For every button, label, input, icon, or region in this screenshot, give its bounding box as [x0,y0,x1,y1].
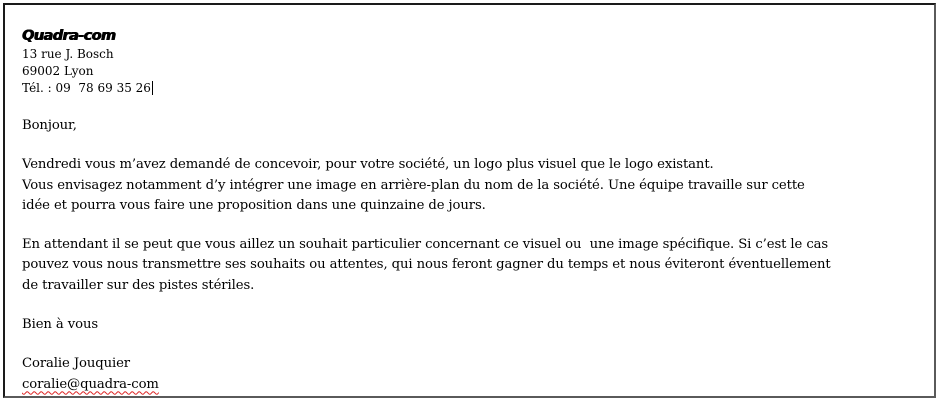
paragraph-1-line-1: Vendredi vous m’avez demandé de concevoir, pour votre société, un logo plus visuel que le logo existant. [22,157,714,173]
signature-email-line [22,375,922,395]
signature-email: coralie@quadra-com [22,376,159,392]
phone-line [22,80,922,97]
greeting: Bonjour, [22,118,77,133]
paragraph-1-line-2: Vous envisagez notamment d’y intégrer une image en arrière-plan du nom de la société. Une équipe travaille sur cette [22,177,805,193]
company-name: Quadra-com [22,28,116,44]
spacer [22,335,922,354]
phone-text: Tél. : 09 78 69 35 26 [22,81,151,95]
spacer [22,97,922,116]
paragraph-2-line-3: de travailler sur des pistes stériles. [22,277,255,293]
address-city: 69002 Lyon [22,64,94,78]
paragraph-2-line-1: En attendant il se peut que vous aillez un souhait particulier concernant ce visuel ou une image spécifique. Si c’est le cas [22,237,829,253]
paragraph-2-line-2: pouvez vous nous transmettre ses souhaits ou attentes, qui nous feront gagner du temps et nous éviteront éventuellement [22,257,831,273]
spacer [22,216,922,235]
address-street: 13 rue J. Bosch [22,47,114,61]
spacer [22,296,922,315]
letter-body[interactable] [22,27,922,395]
text-cursor [152,81,153,95]
spacer [22,136,922,155]
closing: Bien à vous [22,317,99,333]
paragraph-1-line-3: idée et pourra vous faire une proposition dans une quinzaine de jours. [22,197,486,213]
document-page [3,3,936,398]
signature-name: Coralie Jouquier [22,356,131,372]
